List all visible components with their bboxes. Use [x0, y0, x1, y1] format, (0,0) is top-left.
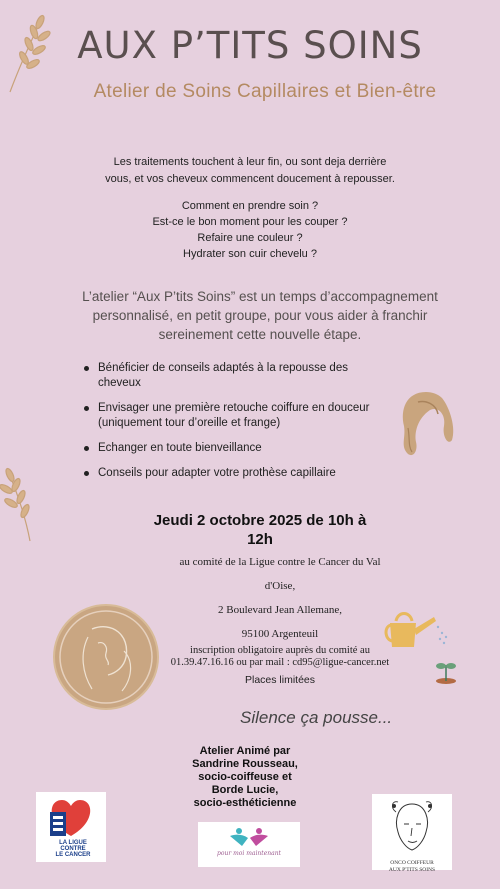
onco-coiffeur-logo: [372, 794, 452, 873]
intro-line: vous, et vos cheveux commencent doucement à repousser.: [105, 173, 395, 185]
places-limitees: Places limitées: [244, 674, 316, 686]
inscription-line: 01.39.47.16.16 ou par mail : cd95@ligue-cancer.net: [170, 657, 390, 668]
face-illustration-icon: [386, 798, 438, 856]
inscription-line: inscription obligatoire auprès du comité au: [190, 645, 370, 656]
onco-logo-text: [372, 860, 452, 874]
list-item: Conseils pour adapter votre prothèse capillaire: [82, 466, 372, 481]
atelier-line: personnalisé, en petit groupe, pour vous aider à franchir: [92, 308, 428, 323]
animator-line: socio-esthéticienne: [193, 797, 297, 809]
people-icon: [228, 826, 270, 848]
atelier-line: L’atelier “Aux P’tits Soins” est un temps d’accompagnement: [82, 289, 438, 304]
pour-moi-logo: [198, 822, 300, 867]
ligue-logo-text: [48, 840, 98, 858]
list-item: Echanger en toute bienveillance: [82, 441, 372, 456]
questions-list: [60, 198, 440, 262]
heart-icon: [36, 792, 106, 840]
slogan: Silence ça pousse...: [240, 708, 393, 727]
address-line: d'Oise,: [264, 580, 296, 592]
question-item: Est-ce le bon moment pour les couper ?: [152, 216, 348, 228]
logo-text-line: AUX P'TITS SOINS: [388, 867, 436, 873]
event-date-line: 12h: [247, 531, 273, 548]
animators-info: [180, 745, 310, 810]
animator-line: socio-coiffeuse et: [198, 771, 292, 783]
address-line: 95100 Argenteuil: [241, 628, 319, 640]
pour-logo-text: pour moi maintenant: [217, 850, 281, 857]
logo-text-line: LA LIGUE: [59, 840, 87, 846]
event-date: [140, 511, 380, 549]
logo-text-line: ONCO COIFFEUR: [390, 860, 434, 866]
inscription-info: [130, 645, 430, 669]
event-date-line: Jeudi 2 octobre 2025 de 10h à: [153, 512, 367, 529]
question-item: Hydrater son cuir chevelu ?: [183, 248, 317, 260]
ligue-cancer-logo: [36, 792, 106, 862]
benefits-list: [82, 361, 372, 491]
address-line: au comité de la Ligue contre le Cancer du Val: [179, 556, 381, 568]
question-item: Refaire une couleur ?: [197, 232, 303, 244]
animator-line: Borde Lucie,: [211, 784, 279, 796]
logo-text-line: CONTRE: [60, 846, 86, 852]
page-title: AUX P’TITS SOINS: [77, 24, 423, 67]
animator-line: Sandrine Rousseau,: [192, 758, 298, 770]
list-item: Bénéficier de conseils adaptés à la repousse des cheveux: [82, 361, 372, 391]
intro-line: Les traitements touchent à leur fin, ou sont deja derrière: [113, 156, 387, 168]
address-line: 2 Boulevard Jean Allemane,: [217, 604, 343, 616]
list-item: Envisager une première retouche coiffure en douceur (uniquement tour d’oreille et frange): [82, 401, 372, 431]
hair-icon: [396, 388, 456, 460]
atelier-line: sereinement cette nouvelle étape.: [158, 327, 362, 342]
animator-line: Atelier Animé par: [199, 745, 291, 757]
logo-text-line: LE CANCER: [55, 852, 91, 858]
question-item: Comment en prendre soin ?: [181, 200, 319, 212]
atelier-description: [60, 287, 460, 344]
event-address: [140, 550, 420, 646]
wheat-icon: [0, 465, 48, 543]
intro-text: [60, 154, 440, 188]
page-subtitle: Atelier de Soins Capillaires et Bien-être: [93, 81, 437, 102]
